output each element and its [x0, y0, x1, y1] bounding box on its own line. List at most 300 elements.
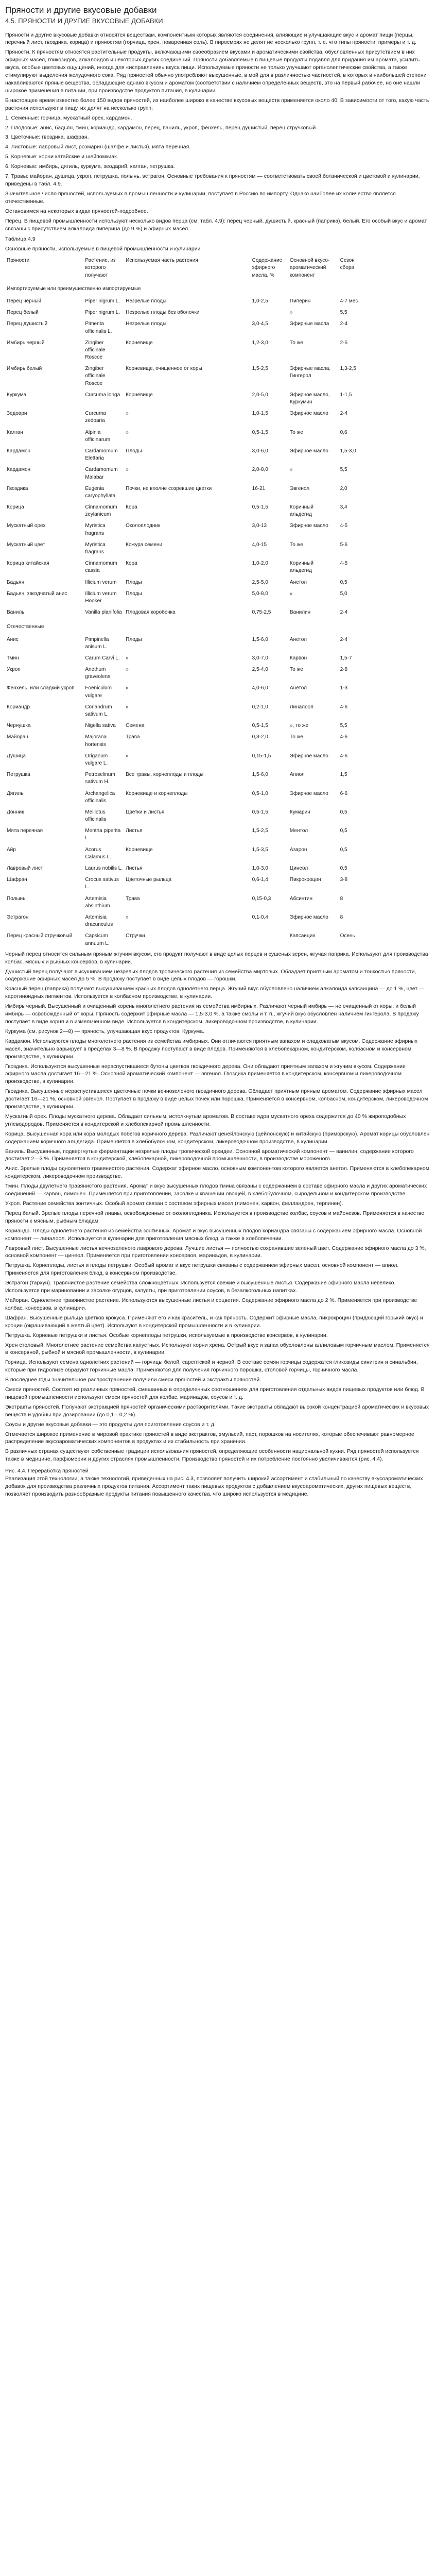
table-cell: Плодовая коробочка	[126, 609, 176, 616]
paragraph: Кориандр. Плоды однолетнего растения из семейства зонтичных. Аромат и вкус высушенных плодов кориандра связаны с содержанием эфирного масла. Основной компонент — линалоол. Используется в кулинарии для приготовления мясных блюд, а также в хлебопечении.	[5, 1227, 422, 1242]
table-row	[5, 751, 365, 769]
table-row	[5, 558, 365, 577]
table-cell: 3-8	[340, 877, 348, 883]
intro-section	[5, 31, 431, 233]
table-row	[5, 825, 365, 844]
table-cell: То же	[289, 429, 303, 435]
table-cell: Плоды	[126, 448, 142, 454]
table-cell: 1-3	[340, 685, 348, 691]
table-row	[5, 408, 365, 427]
table-cell: Все травы, корнеплоды и плоды	[126, 772, 204, 778]
table-header-cell: Используемая часть растения	[126, 258, 198, 264]
paragraph: Реализация этой технологии, а также технологий, приведенных на рис. 4.3, позволяет получить широкий ассортимент и стабильный по качеству вкусоароматических добавок для производства различных продуктов питания. Ассортимент таких пищевых продуктов с добавлением вкусоароматических, других пищевых веществ, позволяет производить разнообразные продукты питания повышенного качества, что широко используется в медицине.	[5, 1476, 423, 1497]
table-cell: Корневище	[126, 340, 153, 346]
table-cell: 1,5-3,0	[340, 448, 356, 454]
paragraph: Хрен столовый. Многолетнее растение семейства капустных. Используют корни хрена. Острый вкус и запах обусловлены аллиловым горчичным маслом. Применяется в консервной, рыбной и мясной промышленности, в кулинарии.	[5, 1342, 430, 1356]
paragraph: Перец. В пищевой промышленности используют несколько видов перца (см. табл. 4.9): перец черный, душистый, красный (паприка), белый. Его особый вкус и аромат связаны с присутствием алкалоида пиперина (до 9 %) и эфирных масел.	[5, 217, 427, 232]
paragraph: 1. Семенные: горчица, мускатный орех, кардамон.	[5, 114, 132, 121]
paragraph: Тмин. Плоды двулетнего травянистого растения. Аромат и вкус высушенных плодов тмина связаны с содержанием в составе эфирного масла и других ароматических соединений — карвон, лимонен. Применяется при приготовлении, засолке и квашении овощей, в хлебобулочном, сыродельном и кондитерском производстве.	[5, 1183, 427, 1197]
body-section	[5, 951, 431, 1463]
paragraph: Смеси пряностей. Состоят из различных пряностей, смешанных в определенных соотношениях для приготовления отдельных видов пищевых продуктов или блюд. В пищевой промышленности используют смеси пряностей для колбас, маринадов, соусов и т. д.	[5, 1386, 425, 1400]
table-cell: »	[289, 310, 293, 316]
table-row	[5, 502, 365, 520]
table-cell: Листья	[126, 828, 143, 834]
spices-table-body	[5, 280, 365, 950]
table-cell: 5-6	[340, 541, 348, 548]
table-group-row	[5, 618, 365, 634]
table-cell: Незрелые плоды	[126, 298, 167, 304]
table-cell: Artemisia absinthium	[85, 895, 110, 909]
table-cell: Незрелые плоды без оболочки	[126, 310, 200, 316]
table-cell: Корневище	[126, 392, 153, 398]
table-row	[5, 863, 365, 874]
table-cell: Коричный альдегид	[289, 504, 313, 518]
paragraph: Имбирь черный. Высушенный и очищенный корень многолетнего растения из семейства имбирных. Различают черный имбирь — не очищенный от коры, и белый имбирь — освобожденный от коры. Пряность содержит эфирные масла — 1,5-3,0 %, а также смолы и т. п., жгучий вкус обусловлен наличием гингерола. В продажу поступает в виде корня и в измельченном виде. Используется в кондитерском, ликероводочном производстве, в кулинарии.	[5, 1003, 419, 1025]
paragraph: Соусы и другие вкусовые добавки — это продукты для приготовления соусов и т. д.	[5, 1421, 216, 1428]
table-cell: 3,0-7,0	[252, 655, 268, 661]
table-row	[5, 732, 365, 750]
table-cell: Capsicum annuum L.	[85, 933, 110, 946]
table-cell: Дягиль	[7, 790, 24, 796]
closing-section	[5, 1475, 431, 1498]
table-cell: 0,5	[340, 846, 347, 853]
paragraph: 2. Плодовые: анис, бадьян, тмин, кориандр, кардамон, перец, ваниль, укроп, фенхель, перец душистый, перец стручковый.	[5, 124, 318, 131]
table-cell: Кумарин	[289, 809, 310, 815]
table-cell: Curcuma longa	[85, 392, 120, 398]
table-cell: Cardamomum Elettaria	[85, 448, 118, 462]
table-cell	[251, 930, 288, 949]
table-row	[5, 577, 365, 588]
table-header-cell: Пряности	[7, 258, 30, 264]
paragraph: Красный перец (паприка) получают высушиванием красных плодов однолетнего перца. Жгучий вкус обусловлено наличием алкалоида капсаицина — до 1 %, цвет — каротиноидных пигментов. Используется в колбасном производстве, в кулинарии.	[5, 986, 425, 1000]
table-cell: Цинеол	[289, 866, 308, 872]
table-cell: Перец белый	[7, 310, 39, 316]
paragraph: Петрушка. Корневые петрушки и листья. Особые корнеплоды петрушки, используемые в производстве консервов, в кулинарии.	[5, 1332, 328, 1338]
table-cell: Фенхель, или сладкий укроп	[7, 685, 75, 691]
table-cell: Illicium verum Hooker	[85, 590, 117, 604]
table-cell: Апиол	[289, 772, 305, 778]
paragraph: Пряности. К пряностям относятся растительные продукты, включающими своеобразием вкусами и ароматическими свойства, обусловленных присутствием в них эфирных масел, гликозидов, алкалоидов и некоторых других соединений. Пряности добавляемые в пищевые продукты подавля для придания им аромата, усилить вкуса, особые цветовых ощущений, иногда для «исправления» вкуса пищи. Используемые пряности не только улучшают органолептические свойства, а также стимулируют выделения желудочного сока. Ряд пряностей обычно употребляют высушенные, в мой для в различностью частностей, в которых в наибольшей степени накапливаются пряные вещества, обладающие однако вкусом и ароматом (соответствии с наличием определенных веществ, это на первый рабочее, но оне нашли широкое применения в питании, при производстве продуктов питания, в кулинарии.	[5, 49, 427, 94]
paragraph: Остановимся на некоторых видах пряностей-подробнее.	[5, 208, 148, 214]
table-row	[5, 702, 365, 720]
table-cell: Бадьян, звездчатый анис	[7, 590, 67, 597]
table-cell: Myristica fragrans	[85, 541, 106, 555]
table-cell: 0,6-1,4	[252, 877, 268, 883]
table-cell: Полынь	[7, 895, 26, 902]
table-cell: Пикрокроцин	[289, 877, 321, 883]
table-cell: Донник	[7, 809, 24, 815]
table-cell: То же	[289, 667, 303, 673]
table-cell: Piper nigrum L.	[85, 298, 120, 304]
paragraph: Экстракты пряностей. Получают экстракцией пряностей органическими растворителями. Такие экстракты обладают высокой концентрацией ароматических и вкусовых веществ и удобны при дозировании (до 0,1—0,2 %).	[5, 1403, 429, 1418]
table-cell: 1,3-2,5	[340, 366, 356, 372]
paragraph: Анис. Зрелые плоды однолетнего травянистого растения. Содержат эфирное масло, основным компонентом которого является анетол. Применяются в хлебопекарном, кондитерском, ликероводочном производстве.	[5, 1165, 431, 1180]
table-cell: Vanilla planifolia	[85, 609, 122, 616]
table-cell: Кориандр	[7, 704, 30, 710]
table-group-label: Импортируемые или преимущественно импортируемые	[7, 285, 141, 292]
table-cell: Мускатный орех	[7, 523, 46, 529]
table-cell: Ванилин	[289, 609, 311, 616]
table-row	[5, 483, 365, 502]
table-cell: Эфирное масло	[289, 448, 328, 454]
table-cell: Эстрагон	[7, 914, 29, 920]
table-cell: Листья	[126, 866, 143, 872]
table-cell: Melilotus officinalis	[85, 809, 107, 823]
table-row	[5, 874, 365, 893]
table-cell: 2-4	[340, 321, 348, 327]
table-row	[5, 653, 365, 664]
table-cell: Эфирное масло	[289, 753, 328, 759]
table-row	[5, 446, 365, 464]
figure-caption: Рис. 4.4. Переработка пряностей	[5, 1468, 89, 1475]
table-cell: »	[289, 590, 293, 597]
paragraph: Лавровый лист. Высушенные листья вечнозеленого лаврового дерева. Лучшие листья — полностью сохранившие зеленый цвет. Содержание эфирного масла до 3 %, основной компонент — цинеол. Применяется при приготовлении консервов, маринадов, в кулинарии.	[5, 1245, 426, 1259]
table-cell: 0,5-1,5	[252, 723, 268, 729]
paragraph: Значительное число пряностей, используемых в промышленности и кулинарии, поступает в Россию по импорту. Однако наиболее их количество является отечественные.	[5, 190, 396, 205]
table-cell: Корица китайская	[7, 561, 49, 567]
table-cell: 0,5	[340, 828, 347, 834]
table-cell: 0,75-2,5	[252, 609, 271, 616]
table-cell: 5,0	[340, 590, 347, 597]
table-cell: 4,0-6,0	[252, 685, 268, 691]
table-cell: »	[126, 655, 129, 661]
table-cell: 0,5-1,5	[252, 429, 268, 435]
table-cell: Myristica fragrans	[85, 523, 106, 536]
table-cell: Околоплодник	[126, 523, 161, 529]
paragraph: Гвоздика. Используются высушенные нераспустившиеся бутоны цветков гвоздичного дерева. Они обладают приятным запахом и жгучим вкусом. Содержание эфирного масла достигает 16—21 %. Основной ароматический компонент — эвгенол. Гвоздика применяется в кондитерском, консервном и ликероводочном производстве, в кулинарии.	[5, 1063, 406, 1085]
table-cell: Майоран	[7, 734, 28, 740]
table-cell: Чернушка	[7, 723, 31, 729]
paragraph: Ваниль. Высушенные, подвергнутые ферментации незрелые плоды тропической орхидеи. Основной ароматический компонент — ванилин, содержание которого достигает 2—3 %. Применяется в кондитерской, хлебопекарной, ликероводочной промышленности, в производстве мороженого.	[5, 1148, 414, 1162]
table-cell: Zingiber officinale Roscoe	[85, 340, 106, 361]
table-header-cell: Растение, из которого получают	[85, 258, 116, 278]
table-cell: Pimpinella anisum L.	[85, 636, 109, 650]
table-cell: Почки, не вполне созревшие цветки	[126, 485, 212, 492]
table-row	[5, 720, 365, 732]
table-cell: Плоды	[126, 590, 142, 597]
table-cell: Cinnamomum zeylanicum	[85, 504, 117, 518]
table-cell: Перец черный	[7, 298, 42, 304]
table-header-cell: Содержание эфирного масла, %	[252, 258, 283, 278]
table-cell: Мята перечная	[7, 828, 43, 834]
table-cell: Корица	[7, 504, 24, 511]
table-cell: Cinnamomum cassia	[85, 561, 117, 574]
table-cell: Эфирные масла, Гингерол	[289, 366, 331, 379]
table-cell: Перец красный стручковый	[7, 933, 73, 939]
table-cell: Капсаицин	[289, 933, 316, 939]
table-cell: Эфирное масло, Куркумин	[289, 392, 330, 405]
table-cell: Acorus Calamus L.	[85, 846, 111, 860]
table-cell: 1-1,5	[340, 392, 352, 398]
paragraph: 6. Корневые: имбирь, дягиль, куркума, зеодарий, калган, петрушка.	[5, 163, 175, 170]
table-cell: Коричный альдегид	[289, 561, 313, 574]
table-cell: Crocus sativus L.	[85, 877, 119, 890]
table-cell: Anethum graveolens	[85, 667, 111, 680]
table-cell: 0,5	[340, 579, 347, 585]
paragraph: Отмечается широкое применение в мировой практике пряностей в виде экстрактов, эмульсий, паст, порошков на носителях, которые обеспечивают равномерное распределение вкусоароматических компонентов в продуктах и их стабильность при хранении.	[5, 1431, 414, 1445]
table-cell: Калган	[7, 429, 23, 435]
table-cell: Мускатный цвет	[7, 541, 45, 548]
table-cell: Лавровый лист	[7, 866, 43, 872]
table-cell: 0,5-1,0	[252, 790, 268, 796]
table-cell: 3,4	[340, 504, 347, 511]
table-cell: Линалоол	[289, 704, 313, 710]
table-cell: 5,5	[340, 723, 347, 729]
table-row	[5, 683, 365, 701]
table-cell: То же	[289, 340, 303, 346]
table-cell: Семена	[126, 723, 145, 729]
table-cell: 4-5	[340, 561, 348, 567]
table-cell: 1,5	[340, 772, 347, 778]
table-cell: Цветки и листья	[126, 809, 165, 815]
table-cell: 2-4	[340, 411, 348, 417]
table-cell: 2,0-8,0	[252, 467, 268, 473]
table-cell: Кожура семени	[126, 541, 163, 548]
paragraph: Черный перец относится сильным пряным жгучим вкусом, его продукт получают в виде целых перцев и сушеных зерен, жгучая паприка. Используют для производства колбас, мясных и рыбных консервов, в кулинарии.	[5, 951, 428, 965]
section-subtitle: 4.5. ПРЯНОСТИ И ДРУГИЕ ВКУСОВЫЕ ДОБАВКИ	[5, 17, 163, 25]
table-cell: 1,5-2,5	[252, 366, 268, 372]
table-row	[5, 634, 365, 653]
table-row	[5, 930, 365, 949]
table-cell: Carum Carvi L.	[85, 655, 120, 661]
table-cell: Эфирное масло	[289, 914, 328, 920]
table-cell: 4-5	[340, 523, 348, 529]
table-cell: Анетол	[289, 685, 307, 691]
table-row	[5, 844, 365, 863]
table-cell: Majorana hortensis	[85, 734, 107, 748]
table-group-label: Отечественные	[7, 624, 44, 630]
table-cell: Illicium verum	[85, 579, 117, 585]
table-cell: Alpinia officinarum	[85, 429, 111, 443]
table-cell: Имбирь белый	[7, 366, 42, 372]
table-cell: Петрушка	[7, 772, 30, 778]
table-header-cell: Основной вкусо-ароматический компонент	[289, 258, 330, 278]
table-cell: Зедоари	[7, 411, 27, 417]
table-cell: Плоды	[126, 579, 142, 585]
table-cell: 0,1-0,4	[252, 914, 268, 920]
table-cell: »	[126, 429, 129, 435]
table-cell: Анис	[7, 636, 19, 642]
table-cell: Эфирное масло	[289, 411, 328, 417]
table-cell: 5,5	[340, 467, 347, 473]
table-group-row	[5, 280, 365, 296]
table-cell: 5,5	[340, 310, 347, 316]
paragraph: 5. Корневые: корни катайские и шейпомкиак.	[5, 154, 118, 160]
paragraph: Горчица. Используют семена однолетних растений — горчицы белой, сарептской и черной. В составе семян горчицы содержатся гликозиды синигрин и синальбин, которые при гидролизе образуют горчичные масла. Применяются для получения горчичного порошка, столовой горчицы, горчичного масла.	[5, 1359, 418, 1374]
table-row	[5, 664, 365, 683]
table-cell: 3,0-6,0	[252, 448, 268, 454]
page-title: Пряности и другие вкусовые добавки	[5, 5, 157, 15]
table-cell: Осень	[340, 933, 355, 939]
table-cell: 2,0	[340, 485, 347, 492]
table-header-cell: Сезон сбора	[340, 258, 355, 271]
table-cell: 1,5-6,0	[252, 636, 268, 642]
table-cell: Азарон	[289, 846, 307, 853]
table-cell: 1,5-3,5	[252, 846, 268, 853]
table-row	[5, 520, 365, 539]
table-cell: 1,0-1,5	[252, 411, 268, 417]
table-cell: 0,5	[340, 809, 347, 815]
table-cell: »	[126, 753, 129, 759]
table-cell: 0,6	[340, 429, 347, 435]
table-cell: Душица	[7, 753, 26, 759]
table-row	[5, 389, 365, 408]
table-cell: Трава	[126, 734, 140, 740]
table-cell: 1,2-3,0	[252, 340, 268, 346]
table-cell	[251, 307, 288, 318]
table-cell: Анетол	[289, 636, 307, 642]
table-cell: Шафран	[7, 877, 27, 883]
table-cell: Эвгенол	[289, 485, 310, 492]
table-cell: Piper nigrum L.	[85, 310, 120, 316]
table-cell: »	[126, 685, 129, 691]
table-cell: Eugenia caryophyllata	[85, 485, 116, 499]
table-cell: »	[289, 467, 293, 473]
table-cell: Айр	[7, 846, 16, 853]
table-caption: Таблица 4.9	[5, 236, 36, 243]
table-cell: 1,5-7	[340, 655, 352, 661]
table-cell: Эфирное масло	[289, 790, 328, 796]
paragraph: Перец белый. Зрелые плоды перечной лианы, освобожденные от околоплодника. Используется в производстве колбас, соусов и майонезов. Применяется в качестве пряности к мясным, рыбным блюдам.	[5, 1210, 425, 1224]
table-cell: Petroselinum sativum H.	[85, 772, 115, 785]
table-cell: Ментол	[289, 828, 308, 834]
table-cell: 0,5	[340, 866, 347, 872]
table-cell: Nigella sativa	[85, 723, 116, 729]
table-cell: », то же	[289, 723, 309, 729]
spices-table	[5, 255, 365, 950]
table-cell: То же	[289, 541, 303, 548]
table-cell: 4-6	[340, 734, 348, 740]
table-row	[5, 307, 365, 318]
table-cell: Archangelica officinalis	[85, 790, 115, 804]
table-row	[5, 607, 365, 618]
table-cell: Coriandrum sativum L.	[85, 704, 112, 718]
table-cell: 2-5	[340, 340, 348, 346]
table-cell: 8	[340, 895, 343, 902]
table-row	[5, 588, 365, 607]
table-cell: 1,5-6,0	[252, 772, 268, 778]
paragraph: Пряности и другие вкусовые добавки относятся веществам, компонентным которых являются соединения, влияющие и улучшающие вкус и аромат пищи (перцы, перечный лист, гвоздика, корица) и пряностям (горчица, хрен, поваренная соль). В пиросмрях не делят не несколько групп, т. е. что типы пряности, примеры и т. д.	[5, 31, 416, 46]
paragraph: 3. Цветочные: гвоздика, шафран.	[5, 134, 89, 141]
table-cell: 2,5-5,0	[252, 579, 268, 585]
table-cell: Эфирные масла	[289, 321, 329, 327]
table-cell: Стручки	[126, 933, 145, 939]
table-cell: 0,2-1,0	[252, 704, 268, 710]
paragraph: В последнее годы значительное распространение получили смеси пряностей и экстракты пряностей.	[5, 1377, 261, 1383]
table-cell: 2,0-5,0	[252, 392, 268, 398]
table-cell: Перец душистый	[7, 321, 48, 327]
table-row	[5, 912, 365, 930]
table-row	[5, 788, 365, 807]
paragraph: Душистый перец получают высушиванием незрелых плодов тропического растения из семейства миртовых. Обладает приятным ароматом и тонкостью пряности, содержание эфирных масел до 5 %. В продажу поступает в виде целых плодов — горошки.	[5, 968, 416, 982]
table-cell: Кардамон	[7, 448, 31, 454]
table-cell: 8	[340, 914, 343, 920]
table-cell: Трава	[126, 895, 140, 902]
table-cell: 1,5-2,5	[252, 828, 268, 834]
table-cell: 0,3-2,0	[252, 734, 268, 740]
table-cell: Эфирное масло	[289, 523, 328, 529]
table-cell: Пиперин	[289, 298, 311, 304]
table-cell: »	[126, 704, 129, 710]
table-cell: 2-4	[340, 636, 348, 642]
table-cell: Zingiber officinale Roscoe	[85, 366, 106, 386]
table-cell: 4-6	[340, 704, 348, 710]
table-cell: 0,5-1,5	[252, 504, 268, 511]
table-cell: 4,0-15	[252, 541, 267, 548]
table-cell: Artemisia dracunculus	[85, 914, 113, 928]
table-cell: »	[126, 667, 129, 673]
table-cell: 16-21	[252, 485, 266, 492]
table-cell: Кора	[126, 561, 137, 567]
table-cell: »	[126, 411, 129, 417]
table-cell: Имбирь черный	[7, 340, 45, 346]
paragraph: 7. Травы: майоран, душица, укроп, петрушка, полынь, эстрагон. Основные требования к пряностям — соответствовать своей ботанической и цветовой и кулинарии, приведены в табл. 4.9.	[5, 173, 420, 187]
table-cell: 2-4	[340, 609, 348, 616]
table-cell: Кардамон	[7, 467, 31, 473]
table-cell: Незрелые плоды	[126, 321, 167, 327]
paragraph: Гвоздика. Высушенные нераспустившиеся цветочные почки вечнозеленого гвоздичного дерева. Обладает приятным пряным ароматом. Содержание эфирных масел достигает 16—21 %, основной эвгенол. Поступает в продажу в виде целых почек или порошка. Применяется в консервном, колбасном, кондитерском, ликероводочном производстве, в кулинарии.	[5, 1088, 428, 1110]
table-cell: Ваниль	[7, 609, 25, 616]
table-cell: 0,15-0,3	[252, 895, 271, 902]
table-cell: 5,0-8,0	[252, 590, 268, 597]
table-row	[5, 464, 365, 483]
table-cell: 2,5-4,0	[252, 667, 268, 673]
table-cell: Laurus nobilis L.	[85, 866, 123, 872]
paragraph: Мускатный орех. Плоды мускатного дерева. Обладает сильным, истолкнутым ароматом. В составе ядра мускатного ореха содержится до 40 % жироподобных углеводородов. Применяется в кондитерской и хлебопекарной промышленности.	[5, 1113, 406, 1127]
paragraph: Куркума (см. рисунок 2—8) — пряность, улучшающая вкус продуктов. Куркума.	[5, 1028, 204, 1035]
table-cell: 0,5-1,5	[252, 809, 268, 815]
paragraph: Петрушка. Корнеплоды, листья и плоды петрушки. Особый аромат и вкус петрушки связаны с содержанием эфирных масел, основной компонент — апиол. Применяется для приготовления блюд, в консервном производстве.	[5, 1262, 399, 1277]
table-cell: 1,0-3,0	[252, 866, 268, 872]
table-cell: 2-8	[340, 667, 348, 673]
table-cell: Абсинтин	[289, 895, 312, 902]
paragraph: В настоящее время известно более 150 видов пряностей, из наиболее широко в качестве вкусовых веществ применяется около 40. В зависимости от того, какую часть растения используют в пищу, их делят на несколько групп:	[5, 97, 429, 111]
table-cell: 3,0-13	[252, 523, 267, 529]
table-cell: Плоды	[126, 636, 142, 642]
table-cell: Корневище и корнеплоды	[126, 790, 188, 796]
table-title: Основные пряности, используемые в пищевой промышленности и кулинарии	[5, 246, 201, 252]
table-cell: Цветочные рыльца	[126, 877, 172, 883]
table-row	[5, 893, 365, 912]
table-cell: 4-7 мес	[340, 298, 358, 304]
table-row	[5, 769, 365, 788]
table-cell: Гвоздика	[7, 485, 28, 492]
table-cell: 4-6	[340, 753, 348, 759]
table-cell: Pimenta officinalis L.	[85, 321, 112, 334]
table-cell: 1,0-2,0	[252, 561, 268, 567]
table-cell: Cardamomum Malabar	[85, 467, 118, 480]
table-cell: Укроп	[7, 667, 21, 673]
paragraph: Шафран. Высушенные рыльца цветков крокуса. Применяют его и как краситель, и как пряность. Содержит эфирные масла, пикрокроцин (придающий горький вкус) и кроцин (окрашивающий в желтый цвет). Используют в кондитерской промышленности и в кулинарии.	[5, 1314, 423, 1329]
table-row	[5, 807, 365, 825]
table-cell: Карвон	[289, 655, 307, 661]
table-cell: 0,15-1,5	[252, 753, 271, 759]
table-cell: »	[126, 467, 129, 473]
paragraph: Кардамон. Используются плоды многолетнего растения из семейства имбирных. Они отличаются приятным запахом и сладковатым вкусом. Содержание эфирных масел, значительно варьирует в пределах 3—8 %. В продажу поступают в виде плодов. Применяются в хлебопекарном, кондитерском, колбасном и консервном производстве, в кулинарии.	[5, 1038, 417, 1060]
paragraph: Корица. Высушенная кора или кора молодых побегов коричного дерева. Различают ценейлонскую (цейлонскую) и китайскую (приморскую). Аромат корицы обусловлен содержанием коричного альдегида. Применяется в хлебобулочном, кондитерском, ликероводочном производстве, в кулинарии.	[5, 1130, 430, 1145]
table-cell: 6-6	[340, 790, 348, 796]
table-row	[5, 427, 365, 446]
table-cell: Корневище, очищенное от коры	[126, 366, 202, 372]
table-row	[5, 318, 365, 337]
paragraph: Укроп. Растение семейства зонтичных. Особый аромат связан с составом эфирных масел (лимонен, карвон, фелландрен, терпинен).	[5, 1200, 343, 1207]
table-row	[5, 363, 365, 389]
table-cell: Origanum vulgare L.	[85, 753, 108, 766]
table-cell: Mentha piperita L.	[85, 828, 121, 841]
paragraph: 4. Листовые: лавровый лист, розмарин (шалфе и листья), мята перечная.	[5, 144, 191, 150]
table-cell: Тмин	[7, 655, 19, 661]
table-cell: 3,0-4,5	[252, 321, 268, 327]
